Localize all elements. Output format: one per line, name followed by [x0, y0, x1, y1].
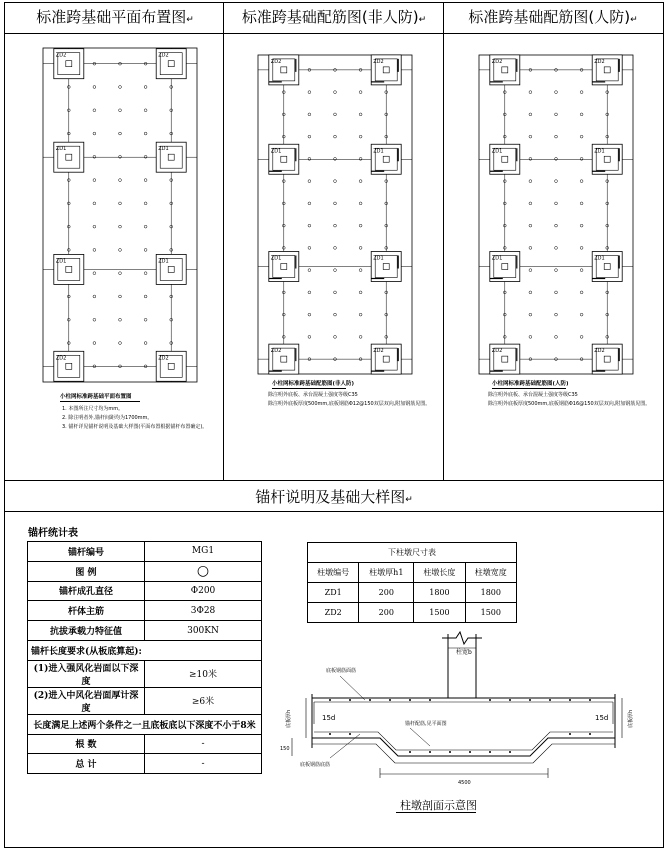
anchor-marker	[144, 225, 147, 228]
table-cell: MG1	[145, 542, 262, 562]
pile-cap	[156, 49, 186, 79]
anchor-marker	[359, 135, 362, 138]
anchor-marker	[580, 113, 583, 116]
pile-cap-label: ZD2	[55, 52, 67, 59]
anchor-marker	[359, 224, 362, 227]
anchor-statistics-table	[27, 541, 262, 774]
anchor-marker	[119, 132, 122, 135]
anchor-marker	[555, 135, 558, 138]
anchor-marker	[334, 269, 337, 272]
anchor-marker	[308, 224, 311, 227]
anchor-marker	[555, 180, 558, 183]
anchor-marker	[93, 179, 96, 182]
table-header: 柱墩编号	[308, 563, 359, 583]
table-cell: 1800	[465, 583, 516, 603]
anchor-marker	[308, 246, 311, 249]
plan2-title-underline	[272, 388, 346, 389]
table-header: 柱墩长度	[414, 563, 465, 583]
section-title-underline	[396, 812, 476, 813]
table-row	[28, 714, 262, 734]
anchor-marker	[144, 132, 147, 135]
anchor-marker	[119, 225, 122, 228]
anchor-marker	[93, 318, 96, 321]
table-cell: 杆体主筋	[28, 601, 145, 621]
pile-cap	[371, 344, 401, 374]
pile-cap-label: ZD1	[373, 255, 384, 262]
table-cell: 300KN	[145, 621, 262, 641]
anchor-marker	[580, 135, 583, 138]
plan1-title-underline	[60, 401, 140, 402]
anchor-marker	[359, 113, 362, 116]
anchor-marker	[119, 109, 122, 112]
anchor-marker	[144, 179, 147, 182]
table-caption-cell: 下柱墩尺寸表	[308, 543, 517, 563]
pile-cap-label: ZD1	[55, 146, 67, 153]
table-row	[28, 621, 262, 641]
anchor-marker	[555, 91, 558, 94]
anchor-marker	[359, 202, 362, 205]
plan3-note-2: 除注明外底板厚度500mm,底板钢筋Φ16@150双层双向,附加钢筋见图。	[488, 401, 651, 407]
table-row	[28, 687, 262, 714]
anchor-marker	[555, 269, 558, 272]
table-header: 柱墩宽度	[465, 563, 516, 583]
anchor-marker	[308, 335, 311, 338]
anchor-marker	[359, 291, 362, 294]
anchor-marker	[580, 157, 583, 160]
table-cell: ZD2	[308, 603, 359, 623]
table-cell: 200	[359, 583, 414, 603]
pile-cap-label: ZD2	[158, 355, 169, 362]
anchor-marker	[144, 249, 147, 252]
table-cell: 锚杆长度要求(从板底算起):	[28, 640, 262, 660]
plan3-note-1: 除注明外底板、承台混凝土强度等级C35	[488, 392, 578, 398]
anchor-marker	[555, 224, 558, 227]
pile-cap-label: ZD2	[270, 348, 282, 355]
anchor-marker	[119, 155, 122, 158]
pile-cap	[156, 351, 186, 381]
anchor-marker	[334, 113, 337, 116]
table-cell: 3Φ28	[145, 601, 262, 621]
table-cell: Φ200	[145, 581, 262, 601]
table-cell: 1500	[414, 603, 465, 623]
anchor-marker	[580, 202, 583, 205]
anchor-marker	[555, 113, 558, 116]
anchor-marker	[144, 342, 147, 345]
anchor-marker	[93, 225, 96, 228]
pile-cap-label: ZD2	[594, 58, 605, 65]
pile-cap	[490, 144, 520, 174]
pile-cap	[156, 142, 186, 172]
plan3-title: 小柱网标准跨基础配筋图(人防)	[492, 381, 569, 387]
anchor-marker	[93, 132, 96, 135]
pile-cap	[592, 252, 622, 282]
table-cell: 根 数	[28, 734, 145, 754]
anchor-marker	[529, 335, 532, 338]
anchor-marker	[93, 295, 96, 298]
anchor-marker	[359, 335, 362, 338]
table-row	[28, 542, 262, 562]
pile-cap-label: ZD1	[491, 148, 503, 155]
anchor-marker	[334, 313, 337, 316]
header-col1: 标准跨基础平面布置图↵	[36, 8, 194, 26]
pile-cap	[54, 254, 84, 284]
pile-cap-label: ZD1	[373, 148, 384, 155]
header-col2: 标准跨基础配筋图(非人防)↵	[241, 8, 427, 26]
anchor-marker	[529, 202, 532, 205]
bottom-rebar-label: 底板钢筋底筋	[300, 762, 331, 768]
pile-cap	[490, 252, 520, 282]
pile-cap-label: ZD2	[55, 355, 67, 362]
pile-cap-label: ZD1	[594, 255, 605, 262]
anchor-marker	[308, 157, 311, 160]
pile-cap	[54, 351, 84, 381]
table-row	[308, 583, 517, 603]
pile-cap	[592, 144, 622, 174]
anchor-marker	[580, 335, 583, 338]
pile-cap	[592, 344, 622, 374]
anchor-marker	[555, 157, 558, 160]
anchor-marker	[144, 155, 147, 158]
anchor-note-label: 锚杆配筋,见平面图	[405, 721, 447, 727]
pile-cap-label: ZD2	[270, 58, 282, 65]
pile-cap	[156, 254, 186, 284]
anchor-marker	[144, 318, 147, 321]
foundation-layout-plan	[40, 45, 200, 385]
plan1-note-1: 1. 本图所注尺寸均为mm。	[62, 406, 124, 412]
anchor-marker	[359, 246, 362, 249]
anchor-marker	[119, 86, 122, 89]
anchor-marker	[144, 295, 147, 298]
section2-header-divider	[4, 511, 664, 512]
anchor-marker	[119, 318, 122, 321]
column-divider-1	[223, 2, 224, 480]
pile-cap	[54, 49, 84, 79]
pile-cap	[371, 252, 401, 282]
top-rebar-label: 底板钢筋面筋	[326, 668, 357, 674]
anchor-marker	[93, 342, 96, 345]
pile-cap-label: ZD1	[270, 255, 282, 262]
pile-cap-label: ZD2	[594, 348, 605, 355]
table-cell: 锚杆编号	[28, 542, 145, 562]
row-divider	[4, 480, 664, 481]
anchor-marker	[334, 157, 337, 160]
column-divider-2	[443, 2, 444, 480]
anchor-marker	[308, 313, 311, 316]
anchor-marker	[359, 180, 362, 183]
reinforcement-plan-civil-defense	[476, 52, 636, 377]
table-row	[28, 581, 262, 601]
anchor-marker	[334, 135, 337, 138]
anchor-marker	[359, 269, 362, 272]
table-row	[28, 561, 262, 581]
table-row	[28, 754, 262, 774]
pile-cap	[592, 55, 622, 85]
plan2-note-2: 除注明外底板厚度500mm,底板钢筋Φ12@150双层双向,附加钢筋见图。	[268, 401, 431, 407]
anchor-marker	[93, 272, 96, 275]
anchor-marker	[580, 180, 583, 183]
table-row	[28, 601, 262, 621]
table-cell: ○	[145, 561, 262, 581]
anchor-marker	[119, 295, 122, 298]
anchor-marker	[359, 157, 362, 160]
header-divider	[4, 33, 664, 34]
anchor-marker	[144, 109, 147, 112]
table-cell: 1500	[465, 603, 516, 623]
pile-cap	[269, 144, 299, 174]
table-row	[28, 660, 262, 687]
anchor-marker	[308, 135, 311, 138]
pile-cap	[490, 344, 520, 374]
anchor-marker	[308, 113, 311, 116]
table-cell: 图 例	[28, 561, 145, 581]
section-title: 柱墩剖面示意图	[400, 799, 477, 812]
table-cell: 1800	[414, 583, 465, 603]
table-cell: 总 计	[28, 754, 145, 774]
pile-cap-label: ZD1	[491, 255, 503, 262]
anchor-marker	[529, 113, 532, 116]
pile-cap-label: ZD1	[158, 146, 169, 153]
pile-cap	[371, 144, 401, 174]
plan2-title: 小柱网标准跨基础配筋图(非人防)	[272, 381, 355, 387]
anchor-marker	[529, 91, 532, 94]
anchor-marker	[334, 180, 337, 183]
anchor-marker	[359, 313, 362, 316]
table-row	[28, 734, 262, 754]
right-15d-label: 15d	[595, 714, 609, 722]
table-cell: (1)进入强风化岩面以下深度	[28, 660, 145, 687]
anchor-marker	[93, 86, 96, 89]
table-row	[28, 640, 262, 660]
pier-section-drawing	[270, 628, 655, 788]
anchor-marker	[119, 272, 122, 275]
anchor-marker	[119, 249, 122, 252]
anchor-marker	[529, 246, 532, 249]
pile-cap	[269, 252, 299, 282]
anchor-marker	[334, 335, 337, 338]
plan1-title: 小柱网标准跨基础平面布置图	[60, 394, 132, 400]
plan1-note-3: 3. 锚杆详见锚杆说明及基础大样图(平面布置根据锚杆布置确定)。	[62, 424, 208, 430]
anchor-marker	[580, 246, 583, 249]
anchor-marker	[334, 224, 337, 227]
pile-cap	[371, 55, 401, 85]
table-cell: 锚杆成孔直径	[28, 581, 145, 601]
table-cell: 抗拔承载力特征值	[28, 621, 145, 641]
table-row	[308, 603, 517, 623]
pile-cap-label: ZD1	[158, 258, 169, 265]
header-col3: 标准跨基础配筋图(人防)↵	[468, 8, 638, 26]
anchor-marker	[119, 342, 122, 345]
anchor-marker	[359, 91, 362, 94]
anchor-marker	[580, 91, 583, 94]
reinforcement-plan-non-civil-defense	[255, 52, 415, 377]
pile-cap	[269, 55, 299, 85]
pile-cap	[490, 55, 520, 85]
anchor-marker	[334, 91, 337, 94]
column-width-label: 柱宽b	[456, 649, 472, 656]
anchor-table-caption: 锚杆统计表	[28, 528, 78, 539]
anchor-marker	[334, 202, 337, 205]
left-15d-label: 15d	[322, 714, 336, 722]
header-section2: 锚杆说明及基础大样图↵	[255, 488, 413, 506]
anchor-marker	[529, 157, 532, 160]
anchor-marker	[555, 335, 558, 338]
anchor-marker	[93, 202, 96, 205]
anchor-marker	[93, 109, 96, 112]
table-cell: 200	[359, 603, 414, 623]
plan2-note-1: 除注明外底板、承台混凝土强度等级C35	[268, 392, 358, 398]
anchor-marker	[529, 180, 532, 183]
pile-cap-label: ZD2	[373, 58, 384, 65]
table-cell: ≥10米	[145, 660, 262, 687]
pile-cap-label: ZD2	[373, 348, 384, 355]
anchor-marker	[529, 135, 532, 138]
pier-size-table	[307, 542, 517, 623]
anchor-marker	[334, 246, 337, 249]
anchor-marker	[119, 179, 122, 182]
table-cell: ZD1	[308, 583, 359, 603]
table-cell: (2)进入中风化岩面厚计深度	[28, 687, 145, 714]
pile-cap-label: ZD1	[55, 258, 67, 265]
pile-cap-label: ZD2	[158, 52, 169, 59]
table-header-row	[308, 563, 517, 583]
anchor-marker	[529, 224, 532, 227]
anchor-marker	[308, 291, 311, 294]
table-cell: -	[145, 734, 262, 754]
anchor-marker	[93, 249, 96, 252]
anchor-marker	[144, 86, 147, 89]
anchor-marker	[144, 272, 147, 275]
anchor-marker	[308, 202, 311, 205]
left-thickness-label: 底板厚h	[286, 709, 292, 728]
anchor-marker	[580, 291, 583, 294]
anchor-marker	[555, 313, 558, 316]
width-dimension-label: 4500	[458, 780, 471, 786]
anchor-marker	[580, 313, 583, 316]
anchor-marker	[529, 269, 532, 272]
anchor-marker	[529, 313, 532, 316]
pile-cap-label: ZD2	[491, 348, 503, 355]
anchor-marker	[308, 269, 311, 272]
anchor-marker	[580, 224, 583, 227]
table-cell: ≥6米	[145, 687, 262, 714]
anchor-marker	[144, 202, 147, 205]
pile-cap-label: ZD1	[594, 148, 605, 155]
anchor-marker	[334, 291, 337, 294]
table-cell: 长度满足上述两个条件之一且底板底以下深度不小于8米	[28, 714, 262, 734]
pile-cap-label: ZD2	[491, 58, 503, 65]
table-header: 柱墩厚h1	[359, 563, 414, 583]
anchor-marker	[555, 202, 558, 205]
anchor-marker	[308, 180, 311, 183]
depth-dimension-label: 150	[280, 746, 290, 752]
right-thickness-label: 底板厚h	[628, 709, 634, 728]
anchor-marker	[119, 202, 122, 205]
anchor-marker	[93, 155, 96, 158]
anchor-marker	[580, 269, 583, 272]
anchor-marker	[529, 291, 532, 294]
table-cell: -	[145, 754, 262, 774]
anchor-marker	[555, 246, 558, 249]
plan1-note-2: 2. 除注明者外,锚杆间距均为1700mm。	[62, 415, 153, 421]
plan3-title-underline	[492, 388, 566, 389]
anchor-marker	[308, 91, 311, 94]
anchor-marker	[555, 291, 558, 294]
pile-cap-label: ZD1	[270, 148, 282, 155]
table-row	[308, 543, 517, 563]
pile-cap	[269, 344, 299, 374]
pile-cap	[54, 142, 84, 172]
